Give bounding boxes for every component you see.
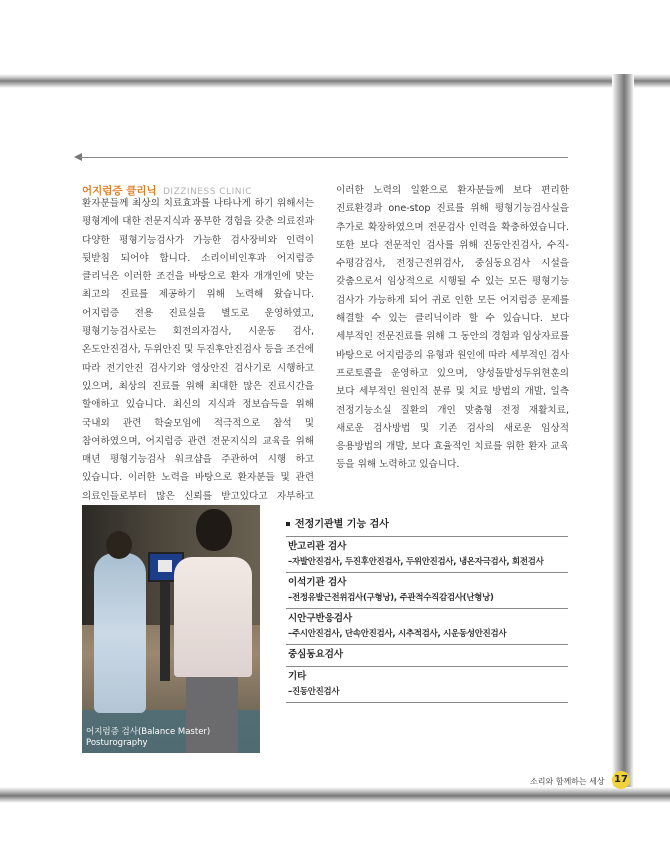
table-row-name: 시안구반응검사 — [288, 613, 353, 624]
page-number: 17 — [612, 771, 630, 789]
body-text-left: 환자분들께 최상의 치료효과를 나타나게 하기 위해서는 평형계에 대한 전문지식과 풍부한 경험을 갖춘 의료진과 다양한 평형기능검사가 가능한 검사장비와 인력이 뒷받침 되어야 합니다. 소리이비인후과 어지럼증 클리닉은 이러한 조건을 바탕으로 환자 개개인에 맞는 최고의 진료를 제공하기 위해 노력해 왔습니다. 어지럼증 전용 진료실을 별도로 운영하였고, 평형기능검사로는 회전의자검사, 시운동 검사, 온도안진검사, 두위안진 및 두진후안진검사 등을 조건에 따라 전기안진 검사기와 영상안진 검사기로 시행하고 있으며, 최상의 진료를 위해 최대한 많은 진료시간을 할애하고 있습니다. 최신의 지식과 정보습득을 위해 국내외 관련 학술모임에 적극적으로 참석 및 참여하였으며, 어지럼증 관련 전문지식의 교육을 위해 매년 평형기능검사 워크샵을 주관하여 시행 하고 있습니다. 이러한 노력을 바탕으로 환자분들 및 관련 의료인들로부터 많은 신뢰를 받고있다고 자부하고 — [82, 198, 314, 502]
bottom-brush-border — [0, 787, 670, 803]
balance-master-photo — [82, 505, 260, 753]
table-row-name: 이석기관 검사 — [288, 577, 347, 588]
body-text-right: 이러한 노력의 일환으로 환자분들께 보다 편리한 진료환경과 one-stop 진료를 위해 평형기능검사실을 추가로 확장하였으며 전문검사 인력을 확충하였습니다. 또한 보다 전문적인 검사를 위해 진동안진검사, 수직-수평감검사, 전정근전위검사, 중심동요검사 시설을 갖춤으로서 임상적으로 시행될 수 있는 모든 평형기능 검사가 가능하게 되어 귀로 인한 모든 어지럼증 문제를 해결할 수 있는 클리닉이라 할 수 있습니다. 보다 세부적인 전문진료를 위해 그 동안의 경험과 임상자료를 바탕으로 어지럼증의 유형과 원인에 따라 세부적인 검사 프로토콜을 운영하고 있으며, 양성돌발성두위현훈의 보다 세부적인 원인적 분류 및 치료 방법의 개발, 일측 전정기능소실 질환의 개인 맞춤형 전정 재활치료, 새로운 검사방법 및 기존 검사의 새로운 임상적 응용방법의 개발, 보다 효율적인 치료를 위한 환자 교육 등을 위해 노력하고 있습니다. — [336, 185, 569, 471]
right-brush-border — [612, 74, 634, 803]
table-row — [286, 608, 568, 644]
photo-monitor-stand — [160, 581, 170, 681]
table-row — [286, 644, 568, 666]
photo-caption-line1: 어지럼증 검사(Balance Master) — [86, 727, 211, 737]
divider-line — [80, 157, 568, 158]
section-title-kr: 어지럼증 클리닉 — [82, 185, 157, 197]
table-row — [286, 572, 568, 608]
table-row-name: 중심동요검사 — [288, 649, 344, 660]
table-row-items: –주시안진검사, 단속안진검사, 시추적검사, 시운동성안진검사 — [288, 628, 507, 638]
photo-caption-line2: Posturography — [86, 738, 148, 748]
test-table-title: 전정기관별 기능 검사 — [286, 515, 389, 530]
photo-caption — [86, 727, 210, 749]
table-row-name: 반고리관 검사 — [288, 541, 347, 552]
footer-text: 소리와 함께하는 세상 — [530, 777, 605, 786]
top-brush-border — [0, 74, 670, 88]
photo-patient-head — [196, 509, 232, 551]
table-row-name: 기타 — [288, 671, 307, 682]
table-row — [286, 666, 568, 703]
photo-patient — [174, 557, 252, 677]
section-title-en: DIZZINESS CLINIC — [163, 187, 252, 197]
test-table — [286, 536, 568, 703]
table-row-items: –자발안진검사, 두진후안진검사, 두위안진검사, 냉온자극검사, 회전검사 — [288, 556, 544, 566]
table-row-items: –전정유발근전위검사(구형낭), 주관적수직감검사(난형낭) — [288, 592, 494, 602]
table-row-items: –진동안진검사 — [288, 686, 340, 696]
bullet-icon — [286, 522, 290, 526]
photo-technician — [94, 553, 146, 713]
table-row — [286, 536, 568, 572]
photo-technician-head — [106, 531, 132, 559]
